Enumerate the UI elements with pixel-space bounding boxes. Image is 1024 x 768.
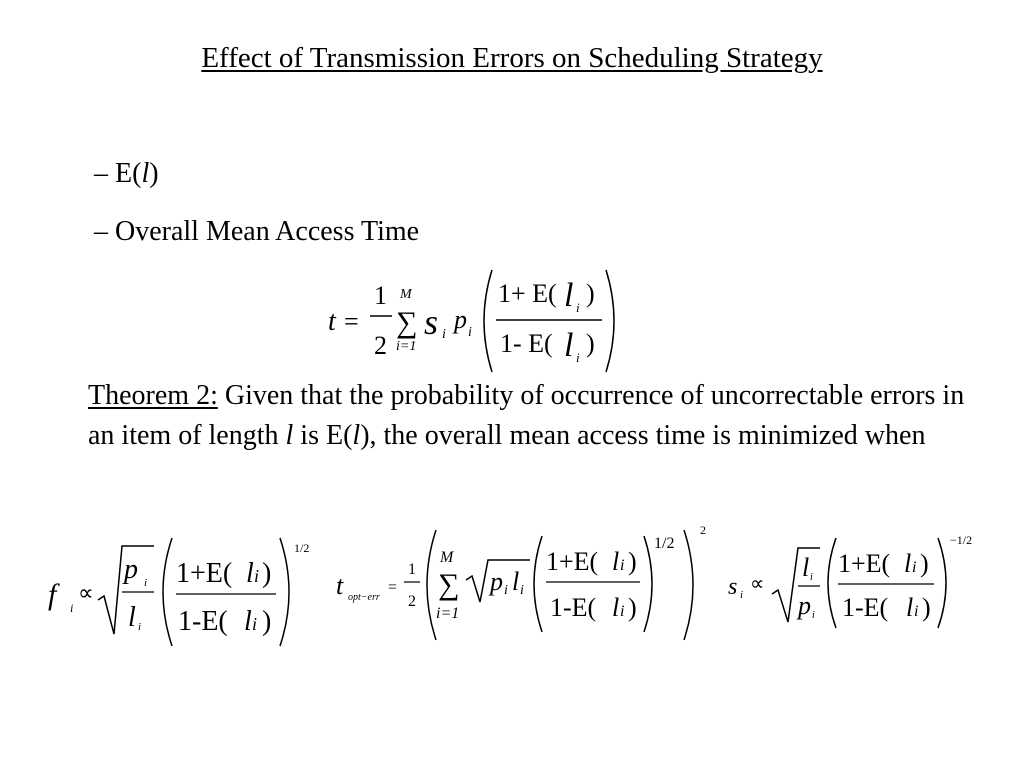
f3-l: l <box>512 567 520 596</box>
f2-num-prefix: 1+E( <box>176 558 233 589</box>
f2-f-sub: i <box>70 601 74 615</box>
theorem-var-l-2: l <box>352 420 361 451</box>
f1-num-l-sub: i <box>576 300 580 315</box>
f4-num-close: ) <box>920 549 929 578</box>
f4-den-prefix: 1-E( <box>842 593 889 622</box>
bullet-text-suffix: ) <box>149 158 159 189</box>
f3-sum: ∑ <box>438 568 460 601</box>
f2-l: l <box>128 602 136 633</box>
f2-l-sub: i <box>138 621 142 633</box>
f1-sum-upper: M <box>400 287 412 302</box>
bullet-text-prefix: – E( <box>94 158 142 189</box>
f2-den-l: l <box>244 606 252 637</box>
page-title: Effect of Transmission Errors on Scheduling Strategy <box>201 42 823 74</box>
f4-p-sub: i <box>812 610 815 621</box>
f1-den-l: l <box>564 327 574 364</box>
f3-den-l-sub: i <box>620 603 625 620</box>
f4-exponent: −1/2 <box>950 533 973 547</box>
theorem-text-1: Given that the probability of occurrence of uncorrectable errors in an item of length <box>88 380 965 451</box>
theorem-label: Theorem 2: <box>88 380 218 411</box>
f2-f: f <box>48 578 57 611</box>
f1-den-l-sub: i <box>576 350 580 365</box>
f2-num-l: l <box>246 558 254 589</box>
f1-s: s <box>424 302 439 342</box>
bullet-mean-access-time: – Overall Mean Access Time <box>94 216 420 247</box>
f4-l-sub: i <box>810 572 813 583</box>
f1-paren-right <box>606 270 614 372</box>
f4-s-sub: i <box>740 589 744 601</box>
f1-sum-lower: i=1 <box>396 339 417 354</box>
bullet-expected-error <box>94 158 159 190</box>
f3-outer-paren-left <box>427 530 436 640</box>
f4-l: l <box>802 553 810 582</box>
f3-inner-exponent: 1/2 <box>654 535 675 552</box>
f4-paren-left <box>828 538 836 628</box>
f1-p-sub: i <box>468 325 472 340</box>
f2-num-l-sub: i <box>254 566 260 586</box>
f2-den-close: ) <box>262 606 272 637</box>
f3-paren-left <box>534 536 542 632</box>
f3-den-l: l <box>612 593 620 622</box>
f3-outer-paren-right <box>684 530 693 640</box>
formula-frequency <box>40 530 320 650</box>
f1-num-prefix: 1+ E( <box>498 279 557 308</box>
f1-den-close: ) <box>586 329 595 358</box>
f1-two: 2 <box>374 331 387 360</box>
f4-p: p <box>798 591 811 620</box>
f1-one: 1 <box>374 281 387 310</box>
f2-p-sub: i <box>144 577 148 589</box>
f3-p-sub: i <box>504 583 508 598</box>
f3-paren-right <box>644 536 652 632</box>
f3-t-sub: opt−err <box>348 592 380 603</box>
f1-t: t <box>328 306 336 337</box>
theorem-text-2: is E( <box>293 420 353 451</box>
formula-mean-access-time <box>320 268 630 374</box>
f2-propto: ∝ <box>78 580 94 605</box>
f1-s-sub: i <box>442 327 446 342</box>
f4-num-l-sub: i <box>912 559 917 576</box>
f3-num-l-sub: i <box>620 557 625 574</box>
f3-num-l: l <box>612 547 620 576</box>
f3-den-close: ) <box>628 593 637 622</box>
theorem-var-l: l <box>285 420 294 451</box>
f3-t: t <box>336 571 344 600</box>
f3-num-close: ) <box>628 547 637 576</box>
f1-sum: ∑ <box>396 306 418 339</box>
f3-sum-upper: M <box>440 549 454 566</box>
theorem-text-3: ), the overall mean access time is minimized when <box>360 420 926 451</box>
f1-p: p <box>454 305 467 334</box>
f3-sum-lower: i=1 <box>436 605 460 622</box>
f4-paren-right <box>938 538 946 628</box>
f2-num-close: ) <box>262 558 272 589</box>
f2-den-l-sub: i <box>252 614 258 634</box>
f3-one: 1 <box>408 561 416 578</box>
f4-den-l-sub: i <box>914 603 919 620</box>
f4-den-l: l <box>906 593 914 622</box>
f4-num-prefix: 1+E( <box>838 549 891 578</box>
f3-l-sub: i <box>520 583 524 598</box>
f1-num-l: l <box>564 277 574 314</box>
f4-num-l: l <box>904 549 912 578</box>
f3-equals: = <box>388 579 398 596</box>
f2-paren-left <box>163 538 172 646</box>
f1-paren-left <box>484 270 492 372</box>
f3-num-prefix: 1+E( <box>546 547 599 576</box>
f2-p: p <box>124 554 138 585</box>
f1-equals: = <box>344 307 359 336</box>
f2-den-prefix: 1-E( <box>178 606 228 637</box>
f3-p: p <box>490 567 503 596</box>
theorem-2 <box>88 376 968 456</box>
f4-propto: ∝ <box>750 573 765 595</box>
f2-exponent: 1/2 <box>294 541 310 555</box>
f1-den-prefix: 1- E( <box>500 329 553 358</box>
f1-num-close: ) <box>586 279 595 308</box>
f3-den-prefix: 1-E( <box>550 593 597 622</box>
f2-paren-right <box>280 538 289 646</box>
formula-optimal-time <box>330 520 720 650</box>
f4-den-close: ) <box>922 593 931 622</box>
f3-outer-exponent: 2 <box>700 523 706 537</box>
bullet-var-l: l <box>141 158 150 189</box>
f3-two: 2 <box>408 593 416 610</box>
f4-s: s <box>728 574 738 600</box>
formula-s-proportional <box>724 528 994 638</box>
